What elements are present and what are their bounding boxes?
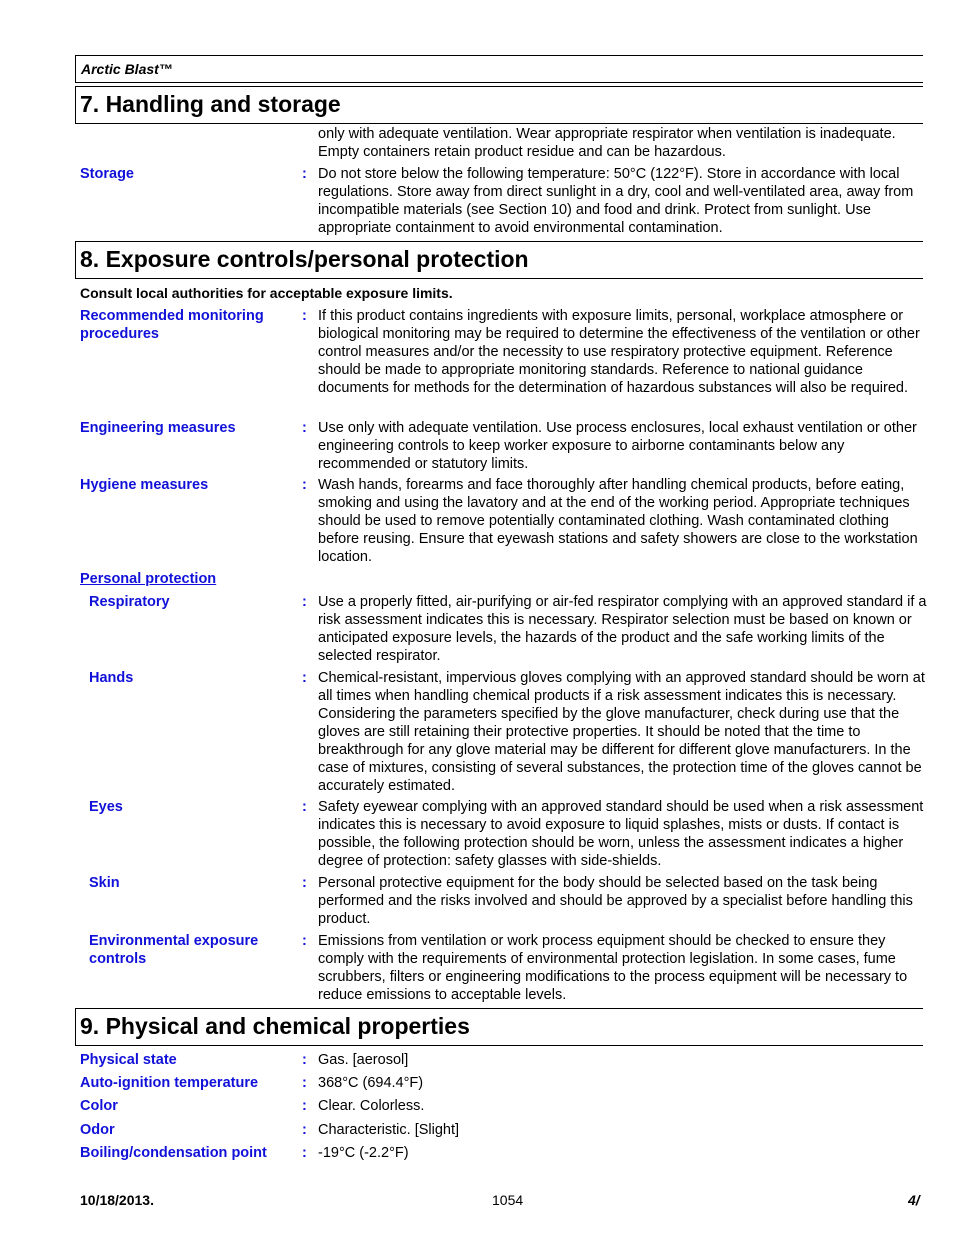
footer-date: 10/18/2013. <box>80 1192 154 1208</box>
colon: : <box>302 875 307 891</box>
section-9-title: 9. Physical and chemical properties <box>75 1008 923 1046</box>
section-8-title: 8. Exposure controls/personal protection <box>75 241 923 279</box>
hygiene-label: Hygiene measures <box>80 477 209 493</box>
colon: : <box>302 166 307 182</box>
eyes-label: Eyes <box>89 799 123 815</box>
monitoring-label: Recommended monitoring procedures <box>80 308 264 342</box>
color-value: Clear. Colorless. <box>318 1098 425 1114</box>
physical-state-value: Gas. [aerosol] <box>318 1052 409 1068</box>
colon: : <box>302 308 307 324</box>
hygiene-value: Wash hands, forearms and face thoroughly after handling chemical products, before eating, smoking and using the lavatory and at the end of the working period. Appropriate techniques should be used to remove potentially contaminated clothing. Wash contaminated clothing before reusing. Ensure that eyewash stations and safety showers are close to the workstation location. <box>318 477 918 565</box>
respiratory-value: Use a properly fitted, air-purifying or air-fed respirator complying with an approved standard if a risk assessment indicates this is necessary. Respirator selection must be based on known or anticipated exposure levels, the hazards of the product and the safe working limits of the selected respirator. <box>318 594 927 664</box>
section-7-title: 7. Handling and storage <box>75 86 923 124</box>
footer-page-number: 4/ <box>908 1192 920 1208</box>
colon: : <box>302 933 307 949</box>
colon: : <box>302 1145 307 1161</box>
physical-state-label: Physical state <box>80 1052 177 1068</box>
storage-value: Do not store below the following temperature: 50°C (122°F). Store in accordance with local regulations. Store away from direct sunlight in a dry, cool and well-ventilated area, away from incompatible materials (see Section 10) and food and drink. Protect from sunlight. Use appropriate containment to avoid environmental contamination. <box>318 166 914 236</box>
engineering-label: Engineering measures <box>80 420 236 436</box>
engineering-value: Use only with adequate ventilation. Use process enclosures, local exhaust ventilation or other engineering controls to keep worker exposure to airborne contaminants below any recommended or statutory limits. <box>318 420 917 472</box>
boiling-point-label: Boiling/condensation point <box>80 1145 267 1161</box>
colon: : <box>302 1122 307 1138</box>
color-label: Color <box>80 1098 118 1114</box>
personal-protection-heading: Personal protection <box>80 571 217 587</box>
skin-label: Skin <box>89 875 120 891</box>
storage-label: Storage <box>80 166 134 182</box>
auto-ignition-value: 368°C (694.4°F) <box>318 1075 424 1091</box>
continued-text: only with adequate ventilation. Wear appropriate respirator when ventilation is inadequate. Empty containers retain product residue and can be hazardous. <box>318 126 896 160</box>
product-name: Arctic Blast™ <box>81 61 173 77</box>
environmental-value: Emissions from ventilation or work process equipment should be checked to ensure they comply with the requirements of environmental protection legislation. In some cases, fume scrubbers, filters or engineering modifications to the process equipment will be necessary to reduce emissions to acceptable levels. <box>318 933 908 1003</box>
monitoring-value: If this product contains ingredients with exposure limits, personal, workplace atmosphere or biological monitoring may be required to determine the effectiveness of the ventilation or other control measures and/or the necessity to use respiratory protective equipment. Reference should be made to appropriate monitoring standards. Reference to national guidance documents for methods for the determination of hazardous substances will also be required. <box>318 308 920 396</box>
auto-ignition-label: Auto-ignition temperature <box>80 1075 259 1091</box>
eyes-value: Safety eyewear complying with an approved standard should be used when a risk assessment indicates this is necessary to avoid exposure to liquid splashes, mists or dusts. If contact is possible, the following protection should be worn, unless the assessment indicates a higher degree of protection: safety glasses with side-shields. <box>318 799 924 869</box>
skin-value: Personal protective equipment for the body should be selected based on the task being performed and the risks involved and should be approved by a specialist before handling this product. <box>318 875 913 927</box>
odor-value: Characteristic. [Slight] <box>318 1122 460 1138</box>
product-name-bar <box>75 55 923 83</box>
hands-label: Hands <box>89 670 134 686</box>
colon: : <box>302 594 307 610</box>
hands-value: Chemical-resistant, impervious gloves complying with an approved standard should be worn at all times when handling chemical products if a risk assessment indicates this is necessary. Considering the parameters specified by the glove manufacturer, check during use that the gloves are still retaining their protective properties. It should be noted that the time to breakthrough for any glove material may be different for different glove manufacturers. In the case of mixtures, consisting of several substances, the protection time of the gloves cannot be accurately estimated. <box>318 670 925 794</box>
colon: : <box>302 799 307 815</box>
boiling-point-value: -19°C (-2.2°F) <box>318 1145 409 1161</box>
colon: : <box>302 477 307 493</box>
footer-code: 1054 <box>492 1192 524 1208</box>
colon: : <box>302 1075 307 1091</box>
environmental-label: Environmental exposure controls <box>89 933 259 967</box>
colon: : <box>302 1098 307 1114</box>
exposure-limits-note: Consult local authorities for acceptable exposure limits. <box>80 285 453 301</box>
odor-label: Odor <box>80 1122 115 1138</box>
colon: : <box>302 420 307 436</box>
respiratory-label: Respiratory <box>89 594 170 610</box>
colon: : <box>302 670 307 686</box>
colon: : <box>302 1052 307 1068</box>
